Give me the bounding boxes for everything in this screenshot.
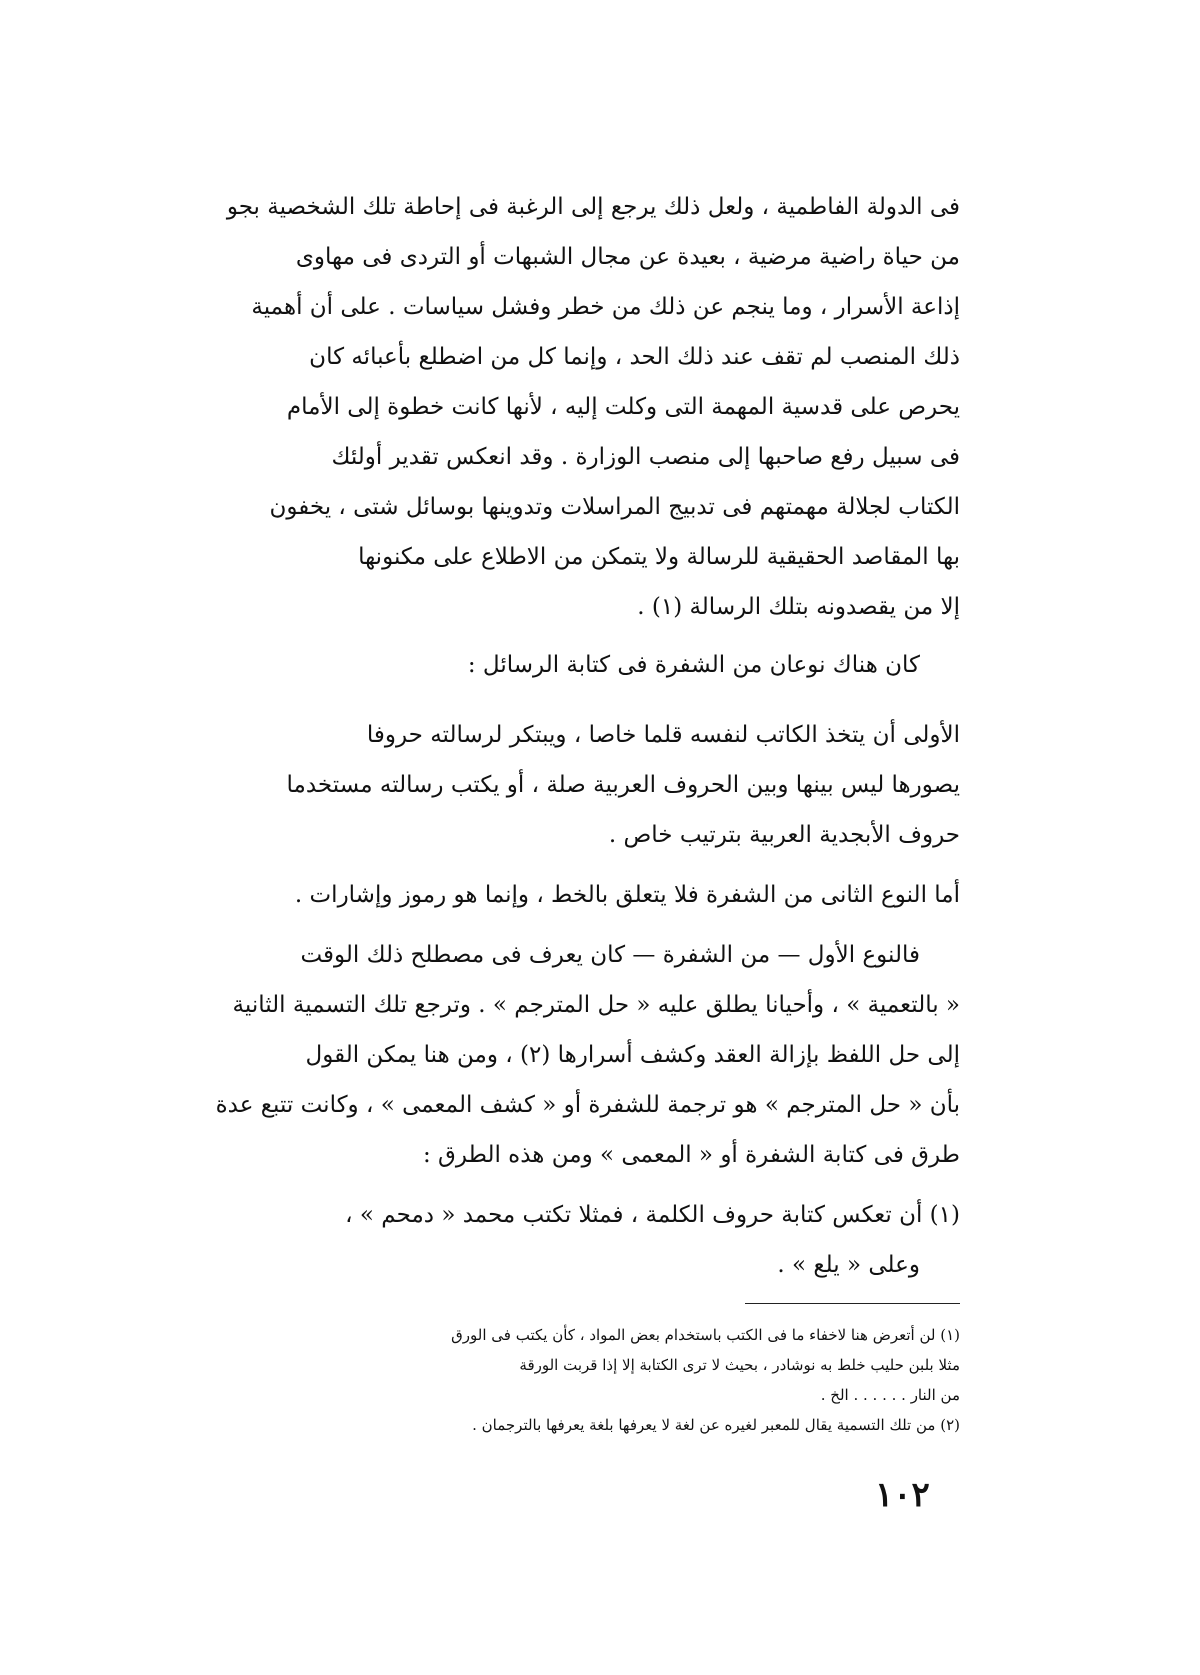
footnote-line: من النار . . . . . . الخ .	[820, 1386, 960, 1404]
text-line: إذاعة الأسرار ، وما ينجم عن ذلك من خطر وفشل سياسات . على أن أهمية	[251, 294, 960, 320]
text-line: الكتاب لجلالة مهمتهم فى تدبيج المراسلات وتدوينها بوسائل شتى ، يخفون	[269, 494, 960, 520]
text-line: طرق فى كتابة الشفرة أو « المعمى » ومن هذه الطرق :	[423, 1142, 960, 1168]
text-line: ذلك المنصب لم تقف عند ذلك الحد ، وإنما كل من اضطلع بأعبائه كان	[309, 344, 960, 370]
paragraph-method-one	[215, 1190, 960, 1290]
paragraph-fatimid-secretaries	[215, 182, 960, 632]
footnote-divider	[745, 1303, 960, 1304]
text-line: إلا من يقصدونه بتلك الرسالة (١) .	[637, 594, 960, 620]
footnote-line: مثلا بلبن حليب خلط به نوشادر ، بحيث لا ترى الكتابة إلا إذا قربت الورقة	[519, 1356, 960, 1374]
text-line: (١) أن تعكس كتابة حروف الكلمة ، فمثلا تكتب محمد « دمحم » ،	[345, 1202, 960, 1228]
paragraph-two-cipher-types	[215, 640, 960, 690]
footnote-line: (٢) من تلك التسمية يقال للمعبر لغيره عن لغة لا يعرفها بلغة يعرفها بالترجمان .	[472, 1416, 960, 1434]
text-line: إلى حل اللفظ بإزالة العقد وكشف أسرارها (٢) ، ومن هنا يمكن القول	[305, 1042, 960, 1068]
footnote-line: (١) لن أتعرض هنا لاخفاء ما فى الكتب باستخدام بعض المواد ، كأن يكتب فى الورق	[451, 1326, 960, 1344]
text-line: بها المقاصد الحقيقية للرسالة ولا يتمكن من الاطلاع على مكنونها	[358, 544, 960, 570]
text-line: يحرص على قدسية المهمة التى وكلت إليه ، لأنها كانت خطوة إلى الأمام	[286, 394, 960, 420]
text-line: فى سبيل رفع صاحبها إلى منصب الوزارة . وقد انعكس تقدير أولئك	[331, 444, 960, 470]
page-number: ١٠٢	[875, 1475, 930, 1515]
paragraph-second-type	[215, 870, 960, 920]
text-line: وعلى « يلع » .	[777, 1252, 920, 1278]
text-line: حروف الأبجدية العربية بترتيب خاص .	[608, 822, 960, 848]
text-line: أما النوع الثانى من الشفرة فلا يتعلق بالخط ، وإنما هو رموز وإشارات .	[294, 882, 960, 908]
text-line: الأولى أن يتخذ الكاتب لنفسه قلما خاصا ، ويبتكر لرسالته حروفا	[366, 722, 960, 748]
text-line: فى الدولة الفاطمية ، ولعل ذلك يرجع إلى الرغبة فى إحاطة تلك الشخصية بجو	[226, 194, 960, 220]
text-line: يصورها ليس بينها وبين الحروف العربية صلة ، أو يكتب رسالته مستخدما	[286, 772, 960, 798]
paragraph-taamiya	[215, 930, 960, 1180]
text-line: فالنوع الأول — من الشفرة — كان يعرف فى مصطلح ذلك الوقت	[300, 942, 920, 968]
footnotes	[215, 1320, 960, 1440]
paragraph-first-type	[215, 710, 960, 860]
text-line: « بالتعمية » ، وأحيانا يطلق عليه « حل المترجم » . وترجع تلك التسمية الثانية	[232, 992, 960, 1018]
footnote-2	[215, 1410, 960, 1440]
text-line: بأن « حل المترجم » هو ترجمة للشفرة أو « كشف المعمى » ، وكانت تتبع عدة	[215, 1092, 960, 1118]
text-line: كان هناك نوعان من الشفرة فى كتابة الرسائل :	[467, 652, 920, 678]
footnote-1	[215, 1320, 960, 1410]
text-line: من حياة راضية مرضية ، بعيدة عن مجال الشبهات أو التردى فى مهاوى	[295, 244, 960, 270]
